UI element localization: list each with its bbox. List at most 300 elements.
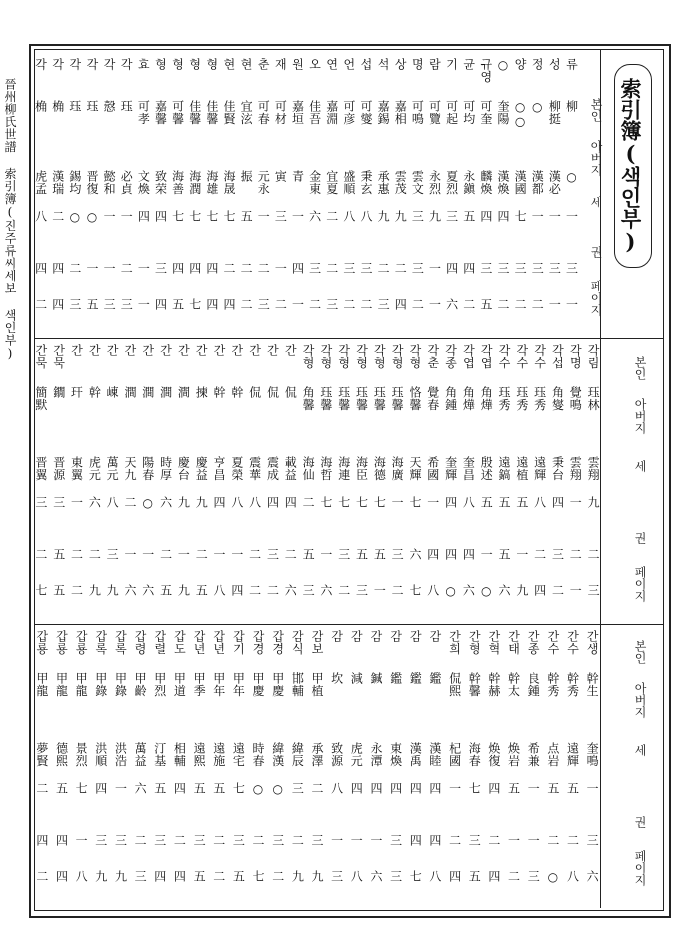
entry-generation: 七	[467, 782, 482, 795]
entry-volume: 三	[93, 834, 108, 847]
entry-father-name: 永鎭	[461, 170, 476, 195]
entry-father-name: 慶益	[194, 456, 209, 481]
entry-generation: 八	[532, 496, 547, 509]
entry-self-name: 可材	[273, 100, 288, 125]
entry-self-name: 鑑	[427, 672, 442, 685]
entry-syllable: 각형	[407, 344, 422, 369]
entry-volume: 四	[461, 262, 476, 275]
entry-volume: 一	[229, 548, 244, 561]
entry-self-name: 幹赫	[486, 672, 501, 697]
entry-self-name: 珏林	[586, 386, 601, 411]
entry-syllable: 각종	[443, 344, 458, 369]
entry-syllable: 간묵	[51, 344, 66, 369]
entry-syllable: 갑년	[211, 630, 226, 655]
entry-self-name: 甲龍	[74, 672, 89, 697]
entry-generation: ○	[251, 782, 266, 797]
entry-syllable: 감식	[290, 630, 305, 655]
entry-generation: 五	[497, 496, 512, 509]
entry-page: 二	[530, 298, 545, 311]
entry-page: 八	[565, 870, 580, 883]
entry-page: 四	[393, 298, 408, 311]
entry-self-name: ○	[530, 100, 545, 115]
entry-generation: 五	[239, 210, 254, 223]
entry-generation: 二	[310, 782, 324, 795]
entry-page: 二	[247, 584, 262, 597]
entry-volume: 一	[84, 262, 99, 275]
entry-father-name: 漢必	[547, 170, 562, 195]
entry-self-name: 甲年	[231, 672, 246, 697]
entry-father-name: 緯辰	[290, 742, 305, 767]
entry-self-name: 桷	[33, 100, 48, 113]
entry-syllable: 섭	[358, 58, 373, 71]
entry-generation: 八	[341, 210, 356, 223]
entry-generation: 七	[187, 210, 202, 223]
entry-page: 六	[444, 298, 459, 311]
entry-generation: ○	[84, 210, 99, 225]
entry-self-name: 侃	[247, 386, 262, 399]
entry-syllable: 각형	[372, 344, 387, 369]
entry-self-name: 柳挺	[547, 100, 562, 125]
entry-self-name: 澗	[122, 386, 137, 399]
entry-volume: 二	[67, 262, 82, 275]
entry-page: 五	[170, 298, 185, 311]
entry-syllable: 간수	[545, 630, 560, 655]
entry-syllable: 각섭	[550, 344, 565, 369]
entry-page: 三	[376, 298, 391, 311]
entry-generation: 九	[176, 496, 191, 509]
entry-generation: 二	[324, 210, 339, 223]
entry-page: 一	[564, 298, 579, 311]
entry-self-name: 甲錄	[93, 672, 108, 697]
entry-volume: 二	[172, 834, 187, 847]
entry-page: ○	[443, 584, 458, 599]
entry-father-name: ○	[564, 170, 579, 185]
entry-volume: 二	[486, 834, 501, 847]
entry-syllable: 간	[122, 344, 137, 357]
entry-volume: 三	[105, 548, 120, 561]
entry-page: 三	[133, 870, 148, 883]
entry-father-name: 焕岩	[506, 742, 521, 767]
entry-self-name: 可均	[461, 100, 476, 125]
entry-volume: 三	[410, 262, 425, 275]
entry-generation: 一	[547, 210, 562, 223]
entry-volume: 四	[427, 834, 442, 847]
entry-syllable: 각	[50, 58, 65, 71]
entry-volume: 四	[461, 548, 476, 561]
entry-syllable: 정	[530, 58, 545, 71]
entry-page: 七	[407, 584, 422, 597]
entry-self-name: 簡默	[33, 386, 48, 411]
entry-volume: 五	[354, 548, 369, 561]
entry-self-name: 角鍾	[443, 386, 458, 411]
entry-page: 二	[265, 584, 280, 597]
entry-page: 三	[329, 870, 344, 883]
entry-generation: 七	[221, 210, 236, 223]
entry-syllable: 성	[547, 58, 562, 71]
entry-father-name: 海臣	[354, 456, 369, 481]
entry-syllable: 간생	[585, 630, 600, 655]
entry-self-name: 幹馨	[467, 672, 482, 697]
entry-generation: 四	[212, 496, 227, 509]
entry-volume: 二	[545, 834, 560, 847]
entry-generation: 五	[514, 496, 529, 509]
entry-syllable: 갑룡	[34, 630, 49, 655]
entry-volume: 三	[307, 262, 322, 275]
entry-self-name: 侃	[283, 386, 298, 399]
entry-volume: 四	[54, 834, 69, 847]
entry-father-name: 晋復	[84, 170, 99, 195]
entry-father-name: 奎鳴	[585, 742, 600, 767]
entry-volume: 三	[564, 262, 579, 275]
entry-father-name: 海連	[336, 456, 351, 481]
entry-syllable: 각형	[336, 344, 351, 369]
entry-self-name: 幹太	[506, 672, 521, 697]
entry-syllable: 간태	[506, 630, 521, 655]
entry-syllable: 각	[119, 58, 134, 71]
entry-father-name: 相輔	[172, 742, 187, 767]
entry-father-name: 雲茂	[393, 170, 408, 195]
entry-generation: 二	[301, 496, 316, 509]
entry-syllable: 각형	[301, 344, 316, 369]
entry-generation: 六	[87, 496, 102, 509]
entry-self-name: 可起	[444, 100, 459, 125]
entry-self-name: 嘉錫	[376, 100, 391, 125]
entry-generation: 九	[586, 496, 601, 509]
entry-father-name: 錫均	[67, 170, 82, 195]
entry-self-name: 可彦	[341, 100, 356, 125]
entry-page: 四	[50, 298, 65, 311]
entry-father-name: 陽春	[140, 456, 155, 481]
entry-generation: 五	[211, 782, 226, 795]
entry-self-name: 珏馨	[354, 386, 369, 411]
entry-self-name: 玕	[69, 386, 84, 399]
entry-page: 一	[372, 584, 387, 597]
entry-generation: 四	[265, 496, 280, 509]
entry-generation: 八	[229, 496, 244, 509]
entry-father-name: 金東	[307, 170, 322, 195]
entry-syllable: 각	[84, 58, 99, 71]
entry-generation: 三	[33, 496, 48, 509]
entry-page: 三	[119, 298, 134, 311]
header-father-label: 아버지	[633, 398, 647, 434]
entry-father-name: 萬益	[133, 742, 148, 767]
entry-self-name: 幹	[229, 386, 244, 399]
entry-volume: 六	[407, 548, 422, 561]
entry-syllable: 규영	[478, 58, 493, 83]
side-book-title: 晉州柳氏世譜 索引簿(진주류씨세보 색인부)	[3, 78, 17, 361]
entry-generation: 三	[410, 210, 425, 223]
entry-volume: 二	[33, 548, 48, 561]
entry-syllable: 간	[69, 344, 84, 357]
header-page-label: 페이지	[633, 850, 647, 886]
entry-father-name: 雲翔	[568, 456, 583, 481]
entry-father-name: 時春	[251, 742, 266, 767]
entry-volume: 二	[247, 548, 262, 561]
entry-page: 八	[212, 584, 227, 597]
entry-syllable: 각형	[318, 344, 333, 369]
entry-page: 五	[231, 870, 246, 883]
entry-volume: 一	[349, 834, 364, 847]
entry-page: 二	[336, 584, 351, 597]
entry-page: 三	[301, 584, 316, 597]
entry-self-name: 珏秀	[532, 386, 547, 411]
entry-self-name: 澗	[140, 386, 155, 399]
entry-page: 六	[318, 584, 333, 597]
entry-syllable: 간	[105, 344, 120, 357]
entry-father-name: 德熙	[54, 742, 69, 767]
entry-generation: 六	[307, 210, 322, 223]
entry-father-name: 承惠	[376, 170, 391, 195]
entry-syllable: 연	[324, 58, 339, 71]
entry-self-name: 可馨	[170, 100, 185, 125]
entry-father-name: 海仙	[301, 456, 316, 481]
entry-generation: ○	[140, 496, 155, 511]
entry-generation: 一	[256, 210, 271, 223]
entry-self-name: 減	[349, 672, 364, 685]
entry-father-name: 震華	[247, 456, 262, 481]
entry-generation: 四	[408, 782, 423, 795]
entry-volume: 三	[478, 262, 493, 275]
entry-page: 五	[84, 298, 99, 311]
entry-self-name: 佳馨	[187, 100, 202, 125]
entry-generation: 四	[368, 782, 383, 795]
entry-page: 九	[290, 870, 305, 883]
entry-syllable: 간	[265, 344, 280, 357]
entry-volume: 一	[74, 834, 89, 847]
entry-volume: 三	[495, 262, 510, 275]
entry-syllable: 갑록	[113, 630, 128, 655]
header-page-label: 페이지	[633, 566, 647, 602]
entry-generation: 四	[388, 782, 403, 795]
entry-page: 二	[239, 298, 254, 311]
entry-syllable: 간	[229, 344, 244, 357]
entry-self-name: 甲龍	[34, 672, 49, 697]
entry-generation: 五	[545, 782, 560, 795]
entry-volume: 二	[568, 548, 583, 561]
header-separator	[600, 50, 601, 908]
entry-father-name: 雲翔	[586, 456, 601, 481]
entry-father-name: 洪浩	[113, 742, 128, 767]
entry-generation: 一	[568, 496, 583, 509]
entry-self-name: 恪馨	[407, 386, 422, 411]
entry-volume: 一	[506, 834, 521, 847]
entry-father-name: 虎元	[87, 456, 102, 481]
entry-self-name: 甲錄	[113, 672, 128, 697]
entry-father-name: 希兼	[526, 742, 541, 767]
entry-self-name: 幹秀	[545, 672, 560, 697]
header-page-label: 페이지	[589, 280, 603, 316]
entry-generation: 八	[33, 210, 48, 223]
entry-volume: 二	[251, 834, 266, 847]
entry-father-name: 致源	[329, 742, 344, 767]
entry-volume: 二	[256, 262, 271, 275]
entry-father-name: 天九	[122, 456, 137, 481]
entry-generation: 一	[425, 496, 440, 509]
entry-father-name: 承澤	[310, 742, 324, 767]
entry-page: 六	[461, 584, 476, 597]
entry-page: 三	[526, 870, 541, 883]
entry-father-name: 遠輝	[532, 456, 547, 481]
entry-self-name: 角馨	[301, 386, 316, 411]
entry-syllable: 간수	[565, 630, 580, 655]
entry-volume: 一	[318, 548, 333, 561]
entry-father-name: 懿和	[102, 170, 117, 195]
entry-volume: 三	[310, 834, 324, 847]
entry-father-name: 奎昌	[461, 456, 476, 481]
entry-father-name: 殷述	[479, 456, 494, 481]
entry-page: 六	[122, 584, 137, 597]
entry-volume: 一	[427, 262, 442, 275]
entry-page: 九	[514, 584, 529, 597]
entry-self-name: 珏秀	[514, 386, 529, 411]
entry-volume: 二	[119, 262, 134, 275]
entry-father-name: 遠宅	[231, 742, 246, 767]
entry-page: 六	[585, 870, 600, 883]
entry-generation: 二	[122, 496, 137, 509]
entry-page: 四	[221, 298, 236, 311]
entry-generation: 九	[427, 210, 442, 223]
entry-father-name: 青	[290, 170, 305, 183]
entry-volume: 二	[194, 548, 209, 561]
entry-self-name: 甲慶	[270, 672, 285, 697]
entry-father-name: 海晟	[221, 170, 236, 195]
entry-syllable: 상	[393, 58, 408, 71]
entry-self-name: 柳	[564, 100, 579, 113]
entry-page: 五	[194, 584, 209, 597]
entry-volume: 一	[122, 548, 137, 561]
section-divider-1	[34, 338, 664, 339]
entry-page: 四	[204, 298, 219, 311]
entry-generation: 七	[318, 496, 333, 509]
entry-volume: 四	[444, 262, 459, 275]
entry-generation: 八	[461, 496, 476, 509]
entry-father-name: 時厚	[158, 456, 173, 481]
entry-page: 五	[51, 584, 66, 597]
entry-father-name: 杞國	[447, 742, 462, 767]
entry-father-name: 緯漢	[270, 742, 285, 767]
entry-generation: 七	[170, 210, 185, 223]
entry-generation: 四	[478, 210, 493, 223]
entry-generation: 四	[136, 210, 151, 223]
header-self-label: 본인	[633, 640, 647, 664]
entry-syllable: 각수	[514, 344, 529, 369]
entry-father-name: 遠植	[514, 456, 529, 481]
entry-self-name: 覺春	[425, 386, 440, 411]
entry-volume: 三	[390, 548, 405, 561]
entry-syllable: 갑렬	[152, 630, 167, 655]
entry-volume: 二	[239, 262, 254, 275]
entry-self-name: 甲道	[172, 672, 187, 697]
entry-syllable: 형	[170, 58, 185, 71]
entry-father-name: 晋源	[51, 456, 66, 481]
entry-syllable: 석	[376, 58, 391, 71]
entry-syllable: 각	[102, 58, 117, 71]
entry-self-name: ○○	[513, 100, 528, 129]
entry-generation: 五	[192, 782, 207, 795]
entry-page: 八	[427, 870, 442, 883]
entry-father-name: 漢國	[513, 170, 528, 195]
entry-volume: 四	[290, 262, 305, 275]
entry-generation: 一	[526, 782, 541, 795]
entry-syllable: 오	[307, 58, 322, 71]
entry-generation: 四	[349, 782, 364, 795]
entry-volume: 二	[133, 834, 148, 847]
entry-syllable: 갑록	[93, 630, 108, 655]
entry-generation: 九	[376, 210, 391, 223]
entry-self-name: 嘉淵	[324, 100, 339, 125]
entry-syllable: 간형	[467, 630, 482, 655]
entry-volume: 二	[290, 834, 305, 847]
header-volume-label: 권	[633, 816, 647, 828]
entry-self-name: 珏馨	[336, 386, 351, 411]
entry-page: 一	[547, 298, 562, 311]
entry-self-name: 佳吾	[307, 100, 322, 125]
entry-syllable: 각형	[390, 344, 405, 369]
entry-self-name: 可覽	[427, 100, 442, 125]
entry-volume: 一	[102, 262, 117, 275]
section-divider-2	[34, 624, 664, 625]
entry-father-name: 永潭	[368, 742, 383, 767]
entry-self-name: 珏秀	[497, 386, 512, 411]
entry-syllable: 간	[158, 344, 173, 357]
entry-father-name: 振	[239, 170, 254, 183]
entry-volume: 四	[425, 548, 440, 561]
entry-generation: 三	[273, 210, 288, 223]
entry-father-name: 海哲	[318, 456, 333, 481]
entry-volume: 一	[136, 262, 151, 275]
entry-self-name: 坎	[329, 672, 344, 685]
entry-volume: 五	[372, 548, 387, 561]
entry-syllable: 형	[204, 58, 219, 71]
entry-volume: 二	[211, 834, 226, 847]
entry-page: 五	[192, 870, 207, 883]
entry-page: 五	[478, 298, 493, 311]
entry-self-name: 崠	[105, 386, 120, 399]
entry-self-name: 侃熙	[447, 672, 462, 697]
entry-syllable: 갑년	[192, 630, 207, 655]
entry-volume: 二	[221, 262, 236, 275]
header-self-label: 본인	[589, 98, 603, 122]
entry-generation: 二	[34, 782, 49, 795]
entry-self-name: 甲植	[310, 672, 324, 697]
entry-syllable: 양	[513, 58, 528, 71]
entry-self-name: 宜泫	[239, 100, 254, 125]
entry-volume: 三	[585, 834, 600, 847]
entry-page: 三	[354, 584, 369, 597]
entry-volume: 五	[51, 548, 66, 561]
entry-syllable: 류	[564, 58, 579, 71]
entry-generation: 四	[427, 782, 442, 795]
entry-syllable: 효	[136, 58, 151, 71]
entry-page: 六	[140, 584, 155, 597]
entry-generation: 二	[50, 210, 65, 223]
entry-page: 三	[324, 298, 339, 311]
entry-volume: 五	[497, 548, 512, 561]
entry-generation: 五	[461, 210, 476, 223]
entry-volume: 二	[324, 262, 339, 275]
entry-father-name: 永烈	[427, 170, 442, 195]
entry-self-name: 可孝	[136, 100, 151, 125]
entry-volume: 三	[231, 834, 246, 847]
entry-volume: 二	[283, 548, 298, 561]
entry-self-name: 甲齡	[133, 672, 148, 697]
entry-father-name: 夢賢	[34, 742, 49, 767]
entry-generation: 一	[113, 782, 128, 795]
entry-generation: 四	[486, 782, 501, 795]
entry-volume: 三	[192, 834, 207, 847]
entry-syllable: 각수	[532, 344, 547, 369]
entry-syllable: 기	[444, 58, 459, 71]
